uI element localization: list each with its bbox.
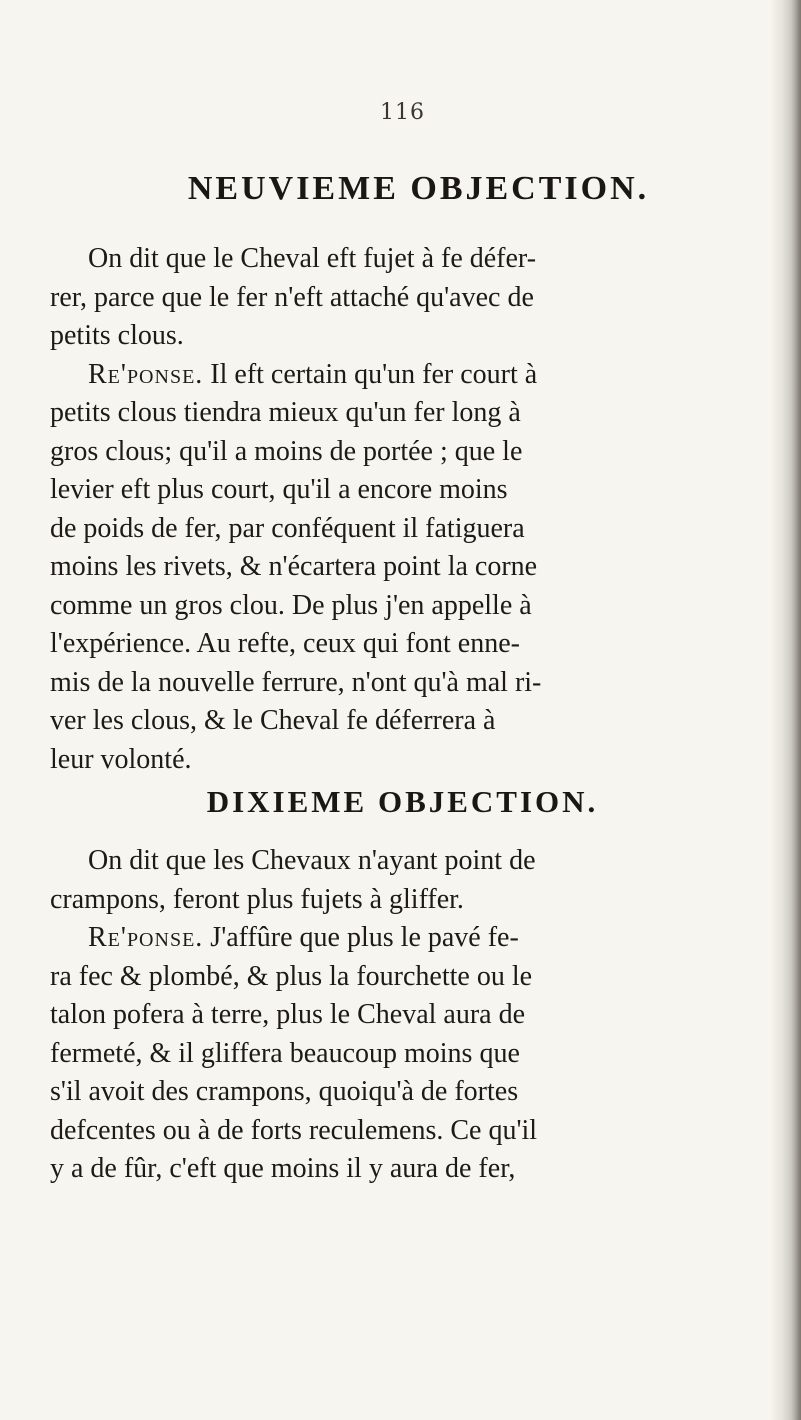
response-text: Il eft certain qu'un fer court à: [203, 358, 538, 390]
ninth-objection-text: [50, 240, 770, 779]
response-text: J'affûre que plus le pavé fe-: [203, 922, 519, 953]
section-heading-tenth-objection: DIXIEME OBJECTION.: [206, 784, 599, 819]
tenth-objection-text: [50, 842, 770, 1189]
text-line: petits clous tiendra mieux qu'un fer long à: [50, 397, 521, 428]
text-line: moins les rivets, & n'écartera point la corne: [50, 551, 538, 582]
text-line: rer, parce que le fer n'eft attaché qu'avec de: [50, 281, 534, 313]
response-label: Re'ponse.: [88, 922, 204, 953]
text-line: levier eft plus court, qu'il a encore moins: [50, 474, 508, 505]
text-line: s'il avoit des crampons, quoiqu'à de fortes: [50, 1076, 519, 1107]
text-line: crampons, feront plus fujets à gliffer.: [50, 883, 464, 915]
text-line: leur volonté.: [50, 743, 192, 775]
text-line: petits clous.: [50, 320, 184, 351]
text-line: comme un gros clou. De plus j'en appelle à: [50, 589, 532, 621]
page-edge-shadow: [791, 0, 801, 1420]
text-line: l'expérience. Au refte, ceux qui font enne-: [50, 628, 520, 659]
text-line: y a de fûr, c'eft que moins il y aura de fer,: [50, 1153, 516, 1184]
response-first-line: [50, 356, 770, 395]
text-line: On dit que les Chevaux n'ayant point de: [88, 845, 536, 876]
text-line: ver les clous, & le Cheval fe déferrera à: [50, 705, 496, 736]
text-line: On dit que le Cheval eft fujet à fe défer-: [88, 243, 537, 274]
text-line: talon pofera à terre, plus le Cheval aura de: [50, 999, 526, 1030]
text-line: mis de la nouvelle ferrure, n'ont qu'à mal ri-: [50, 666, 542, 698]
section-heading-ninth-objection: NEUVIEME OBJECTION.: [187, 170, 650, 207]
response-first-line: [50, 919, 770, 958]
text-line: fermeté, & il gliffera beaucoup moins que: [50, 1037, 520, 1069]
text-line: gros clous; qu'il a moins de portée ; que le: [50, 435, 523, 467]
response-label: Re'ponse.: [88, 358, 204, 390]
text-line: de poids de fer, par conféquent il fatiguera: [50, 512, 525, 544]
text-line: defcentes ou à de forts reculemens. Ce qu'il: [50, 1114, 538, 1146]
page-number: 116: [380, 100, 425, 125]
text-line: ra fec & plombé, & plus la fourchette ou le: [50, 960, 533, 992]
